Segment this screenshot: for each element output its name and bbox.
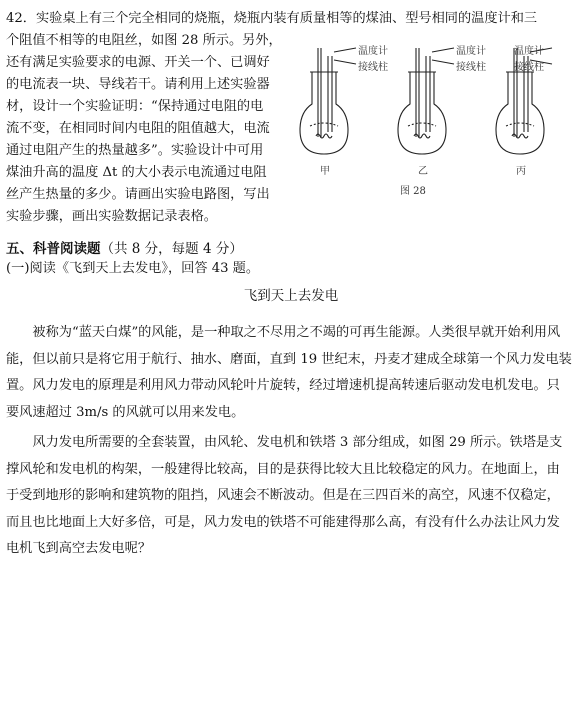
article-title: 飞到天上去发电 [243, 288, 339, 304]
section-5-subheading: (一)阅读《飞到天上去发电》，回答 43 题。 [6, 261, 260, 276]
q42-line-10: 实验步骤，画出实验数据记录表格。 [6, 209, 217, 224]
flask-label-bing: 丙 [516, 166, 526, 177]
label-terminal-3: 接线柱 [514, 62, 544, 73]
flask-label-yi: 乙 [418, 166, 428, 177]
flask-2 [398, 48, 454, 154]
label-terminal-1: 接线柱 [358, 62, 388, 73]
flask-label-jia: 甲 [320, 166, 330, 177]
article-paragraph-1: 被称为“蓝天白煤”的风能，是一种取之不尽用之不竭的可再生能源。人类很早就开始利用风能，但以前只是将它用于航行、抽水、磨面，直到 19 世纪末，丹麦才建成全球第一个风力发电装置。风力发电的原理是利用风力带动风轮叶片旋转，经过增速机提高转速后驱动发电机发电。只要风速超过 3m/s 的风就可以用来发电。 [6, 325, 572, 420]
article-paragraph-2: 风力发电所需要的全套装置，由风轮、发电机和铁塔 3 部分组成，如图 29 所示。铁塔是支撑风轮和发电机的构架，一般建得比较高，目的是获得比较大且比较稳定的风力。在地面上，由于受到地形的影响和建筑物的阻挡，风速会不断波动。但是在三四百米的高空，风速不仅稳定，而且也比地面上大好多倍，可是，风力发电的铁塔不可能建得那么高，有没有什么办法让风力发电机飞到高空去发电呢？ [6, 435, 563, 556]
q42-line-2: 个阻值不相等的电阻丝，如图 28 所示。另外， [6, 33, 282, 48]
q42-line-3: 还有满足实验要求的电源、开关一个、已调好 [6, 55, 270, 70]
q42-line-7: 通过电阻产生的热量越多”。实验设计中可用 [6, 143, 264, 158]
label-terminal-2: 接线柱 [456, 62, 486, 73]
label-thermometer-2: 温度计 [456, 46, 486, 57]
q42-line-6: 流不变，在相同时间内电阻的阻值越大，电流 [6, 121, 270, 136]
label-thermometer-1: 温度计 [358, 46, 388, 57]
q42-line-4: 的电流表一块、导线若干。请利用上述实验器 [6, 77, 270, 92]
q42-line-8: 煤油升高的温度 Δt 的大小表示电流通过电阻 [6, 165, 267, 180]
q42-line-5: 材，设计一个实验证明：“保持通过电阻的电 [6, 99, 264, 114]
section-5-title: 五、科普阅读题 [6, 241, 101, 257]
flask-1 [300, 48, 356, 154]
figure-caption: 图 28 [400, 186, 426, 197]
section-5-note: （共 8 分，每题 4 分） [100, 241, 243, 257]
q42-line-1: 42．实验桌上有三个完全相同的烧瓶，烧瓶内装有质量相等的煤油、型号相同的温度计和三 [6, 11, 538, 26]
q42-line-9: 丝产生热量的多少。请画出实验电路图，写出 [6, 187, 270, 202]
figure-28 [298, 42, 558, 202]
label-thermometer-3: 温度计 [514, 46, 544, 57]
section-5-heading [6, 237, 243, 257]
